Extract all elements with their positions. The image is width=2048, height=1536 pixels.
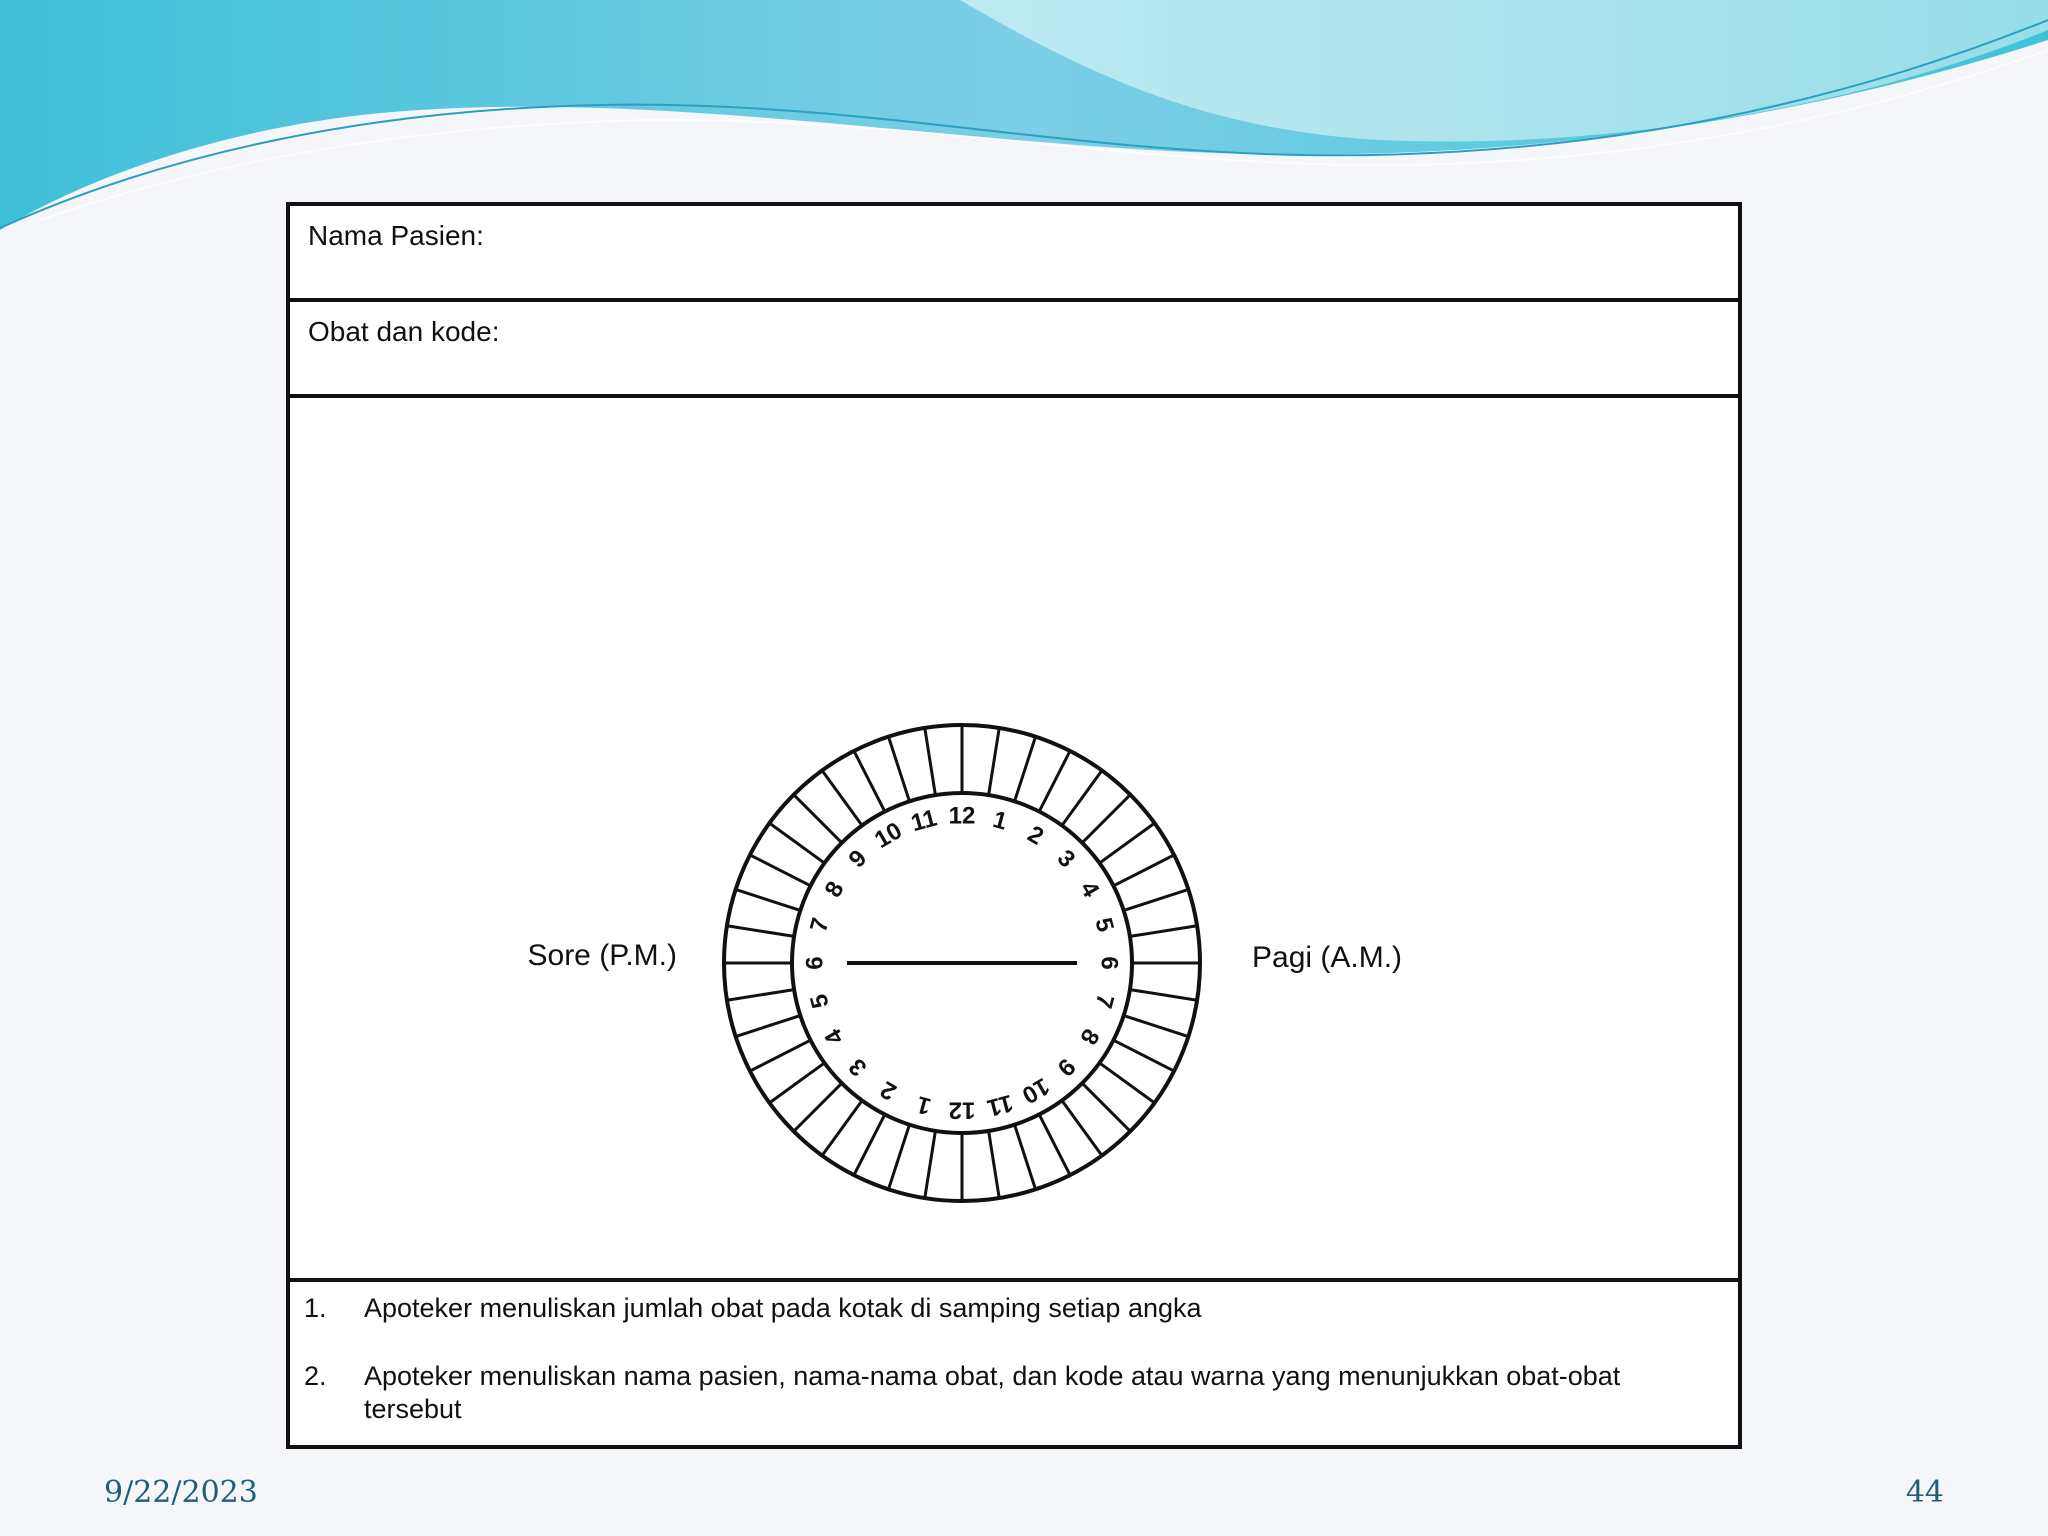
wheel-dose-box-divider [750, 855, 811, 886]
wheel-hour-number: 3 [843, 1052, 873, 1082]
wheel-dose-box-divider [1124, 889, 1189, 910]
wheel-dose-box-divider [769, 1063, 824, 1103]
wheel-hour-number: 4 [819, 1024, 850, 1050]
footer-date: 9/22/2023 [104, 1475, 258, 1510]
slide-number: 44 [1905, 1475, 1944, 1510]
wheel-dose-box-divider [854, 1114, 885, 1175]
instruction-text: Apoteker menuliskan jumlah obat pada kotak di samping setiap angka [364, 1293, 1202, 1323]
wheel-hour-number: 2 [875, 1075, 901, 1106]
dosing-wheel [290, 398, 1738, 1278]
instruction-item-2 [304, 1360, 1724, 1426]
wheel-dose-box-divider [1130, 990, 1197, 1001]
wheel-dose-box-divider [1124, 1016, 1189, 1037]
wheel-dose-box-divider [736, 889, 801, 910]
wheel-dose-box-divider [989, 728, 1000, 795]
wheel-dose-box-divider [1113, 1040, 1174, 1071]
wheel-dose-box-divider [1113, 855, 1174, 886]
wheel-dose-box-divider [1082, 1083, 1130, 1131]
patient-name-row[interactable] [290, 206, 1738, 302]
dosing-wheel-area [290, 398, 1738, 1278]
wheel-hour-number: 10 [1017, 1072, 1054, 1109]
wheel-hour-number: 11 [908, 804, 940, 838]
wheel-dose-box-divider [822, 770, 862, 825]
wheel-dose-box-divider [769, 823, 824, 863]
wheel-dose-box-divider [1100, 1063, 1155, 1103]
wheel-dose-box-divider [736, 1016, 801, 1037]
wheel-dose-box-divider [727, 990, 794, 1001]
wheel-hour-number: 1 [990, 806, 1011, 836]
wheel-dose-box-divider [1082, 795, 1130, 843]
wheel-dose-box-divider [794, 1083, 842, 1131]
wheel-hour-number: 6 [1095, 956, 1123, 970]
wheel-dose-box-divider [854, 751, 885, 812]
wheel-hour-number: 8 [819, 876, 850, 902]
medication-schedule-form [286, 202, 1742, 1449]
wheel-dose-box-divider [925, 1131, 936, 1198]
wheel-dose-box-divider [1062, 770, 1102, 825]
wheel-hour-number: 10 [870, 817, 907, 854]
wheel-hour-number: 12 [948, 1096, 976, 1124]
wheel-dose-box-divider [888, 1125, 909, 1190]
wheel-dose-box-divider [822, 1101, 862, 1156]
wheel-hour-number: 3 [1051, 844, 1081, 874]
instruction-text: Apoteker menuliskan nama pasien, nama-nama obat, dan kode atau warna yang menunjukkan obat-obat tersebut [364, 1361, 1621, 1424]
pm-label: Sore (P.M.) [527, 938, 677, 972]
drug-code-label: Obat dan kode: [308, 316, 500, 347]
drug-code-row[interactable] [290, 302, 1738, 398]
wheel-dose-box-divider [794, 795, 842, 843]
wheel-dose-box-divider [888, 737, 909, 802]
wheel-hour-number: 4 [1074, 876, 1105, 902]
wheel-hour-number: 5 [1089, 914, 1119, 935]
wheel-dose-box-divider [1039, 1114, 1070, 1175]
wheel-dose-box-divider [1062, 1101, 1102, 1156]
patient-name-label: Nama Pasien: [308, 220, 484, 251]
wheel-hour-number: 9 [843, 844, 873, 874]
wheel-hour-number: 1 [913, 1090, 934, 1120]
instruction-number: 1. [304, 1293, 327, 1323]
wheel-dose-box-divider [1100, 823, 1155, 863]
wheel-dose-box-divider [1130, 926, 1197, 937]
wheel-dose-box-divider [750, 1040, 811, 1071]
wheel-hour-number: 8 [1074, 1024, 1105, 1050]
am-label: Pagi (A.M.) [1252, 940, 1403, 974]
wheel-hour-number: 6 [801, 956, 829, 970]
wheel-hour-number: 7 [805, 914, 835, 935]
wheel-dose-box-divider [1039, 751, 1070, 812]
instruction-number: 2. [304, 1361, 327, 1391]
wheel-hour-number: 7 [1089, 991, 1119, 1012]
wheel-dose-box-divider [727, 926, 794, 937]
instructions-section [290, 1278, 1738, 1445]
wheel-hour-number: 9 [1051, 1052, 1081, 1082]
wheel-dose-box-divider [1015, 737, 1036, 802]
wheel-dose-box-divider [1015, 1125, 1036, 1190]
wheel-hour-number: 12 [948, 802, 976, 830]
wheel-dose-box-divider [989, 1131, 1000, 1198]
wheel-hour-number: 2 [1023, 820, 1049, 851]
instruction-item-1 [304, 1292, 1724, 1325]
wheel-hour-number: 5 [805, 991, 835, 1012]
wheel-dose-box-divider [925, 728, 936, 795]
wheel-hour-number: 11 [984, 1088, 1016, 1122]
